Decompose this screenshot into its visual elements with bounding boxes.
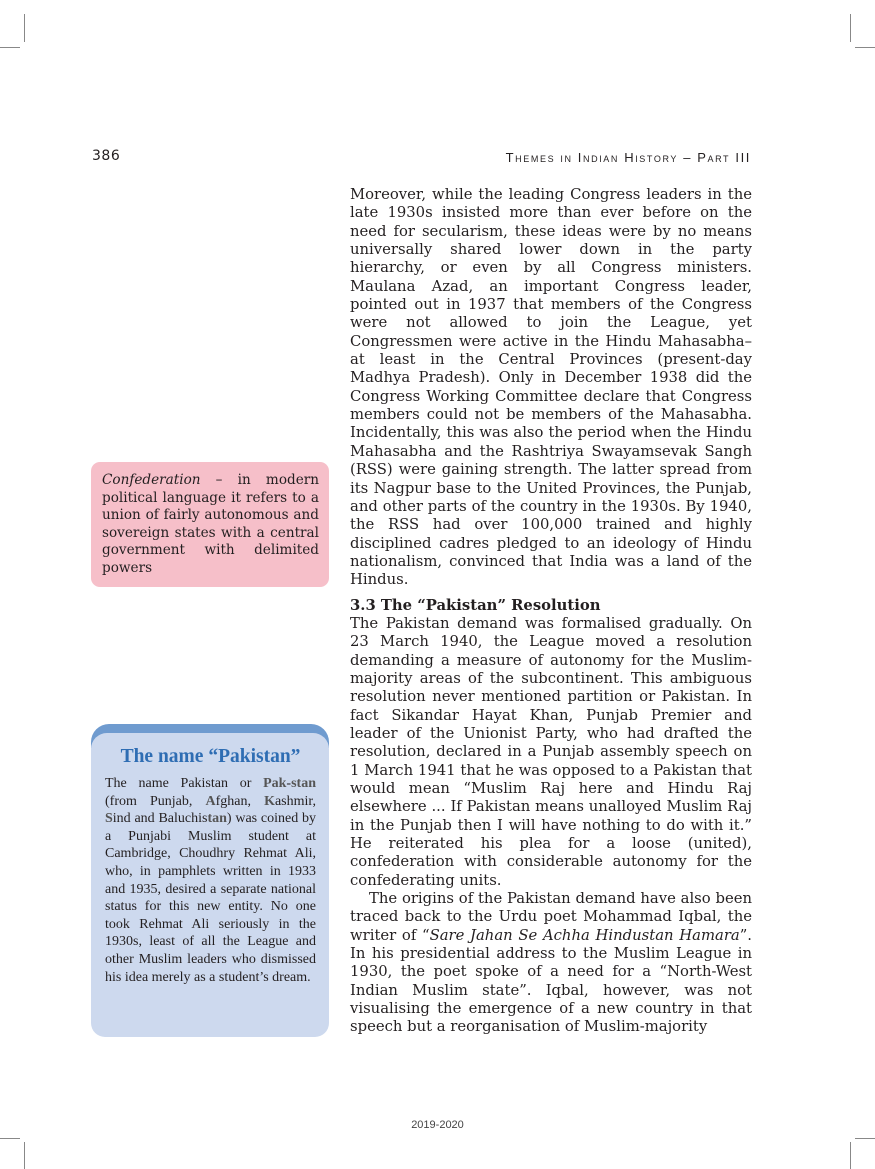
main-text-column: [350, 186, 752, 1037]
sidebar-text-span: The name Pakistan or: [105, 776, 264, 791]
sidebar-text-span: ashmir,: [274, 793, 316, 809]
crop-mark: [855, 47, 875, 48]
body-paragraph: The Pakistan demand was formalised gradually. On 23 March 1940, the League moved a resolution demanding a measure of autonomy for the Muslim-majority areas of the subcontinent. This ambiguous resolution never mentioned partition or Pakistan. In fact Sikandar Hayat Khan, Punjab Premier and leader of the Unionist Party, who had drafted the resolution, declared in a Punjab assembly speech on 1 March 1941 that he was opposed to a Pakistan that would mean “Muslim Raj here and Hindu Raj elsewhere ... If Pakistan means unalloyed Muslim Raj in the Punjab then I will have nothing to do with it.” He reiterated his plea for a loose (united), confederation with considerable autonomy for the confederating units.: [350, 614, 752, 889]
glossary-box: [91, 462, 329, 587]
running-head: Themes in Indian History – Part III: [505, 150, 751, 165]
sidebar-text-span: fghan,: [215, 793, 265, 809]
paragraph-text: The origins of the Pakistan demand have also been traced back to the Urdu poet Mohammad Iqbal, the writer of “: [350, 890, 752, 944]
body-paragraph: Moreover, while the leading Congress leaders in the late 1930s insisted more than ever before on the need for secularism, these ideas were by no means universally shared lower down in the party hierarchy, or even by all Congress ministers. Maulana Azad, an important Congress leader, pointed out in 1937 that members of the Congress were not allowed to join the League, yet Congressmen were active in the Hindu Mahasabha– at least in the Central Provinces (present-day Madhya Pradesh). Only in December 1938 did the Congress Working Committee declare that Congress members could not be members of the Mahasabha. Incidentally, this was also the period when the Hindu Mahasabha and the Rashtriya Swayamsevak Sangh (RSS) were gaining strength. The latter spread from its Nagpur base to the United Provinces, the Punjab, and other parts of the country in the 1930s. By 1940, the RSS had over 100,000 trained and highly disciplined cadres pledged to an ideology of Hindu nationalism, convinced that India was a land of the Hindus.: [350, 186, 752, 589]
sidebar-body: [91, 733, 329, 1037]
sidebar-highlight: A: [205, 793, 216, 809]
crop-mark: [0, 1138, 20, 1139]
sidebar-text: [105, 775, 316, 986]
body-paragraph: [350, 890, 752, 1037]
crop-mark: [24, 1142, 25, 1169]
paragraph-text: ”. In his presidential address to the Muslim League in 1930, the poet spoke of a need for a “North-West Indian Muslim state”. Iqbal, however, was not visualising the emergence of a new country in that speech but a reorganisation of Muslim-majority: [350, 926, 752, 1036]
sidebar-highlight: tan: [207, 811, 227, 827]
crop-mark: [24, 14, 25, 42]
sidebar-text-span: ) was coined by a Punjabi Muslim student at Cambridge, Choudhry Rehmat Ali, who, in pamphlets written in 1933 and 1935, desired a separate national status for this new entity. No one took Rehmat Ali seriously in the 1930s, least of all the League and other Muslim leaders who dismissed his idea merely as a student’s dream.: [105, 811, 316, 985]
sidebar-box: [91, 724, 329, 1037]
glossary-term: Confederation: [102, 472, 201, 488]
sidebar-text-span: (from Punjab,: [105, 793, 206, 809]
sidebar-highlight: stan: [291, 776, 316, 791]
section-heading: 3.3 The “Pakistan” Resolution: [350, 596, 601, 614]
sidebar-highlight: K: [264, 793, 275, 809]
sidebar-highlight: Pak: [263, 776, 287, 791]
sidebar-text-span: ind and Baluchis: [112, 811, 208, 827]
glossary-definition: – in modern political language it refers to a union of fairly autonomous and sovereign states with a central government with delimited powers: [102, 472, 319, 576]
crop-mark: [0, 47, 20, 48]
crop-mark: [850, 14, 851, 42]
crop-mark: [855, 1138, 875, 1139]
page-number: 386: [92, 148, 121, 164]
sidebar-text-span: -: [286, 776, 292, 791]
crop-mark: [850, 1142, 851, 1169]
footer-year: 2019-2020: [411, 1119, 464, 1131]
poem-title: Sare Jahan Se Achha Hindustan Hamara: [429, 926, 740, 944]
sidebar-title: The name “Pakistan”: [120, 746, 301, 767]
sidebar-highlight: S: [105, 811, 113, 827]
